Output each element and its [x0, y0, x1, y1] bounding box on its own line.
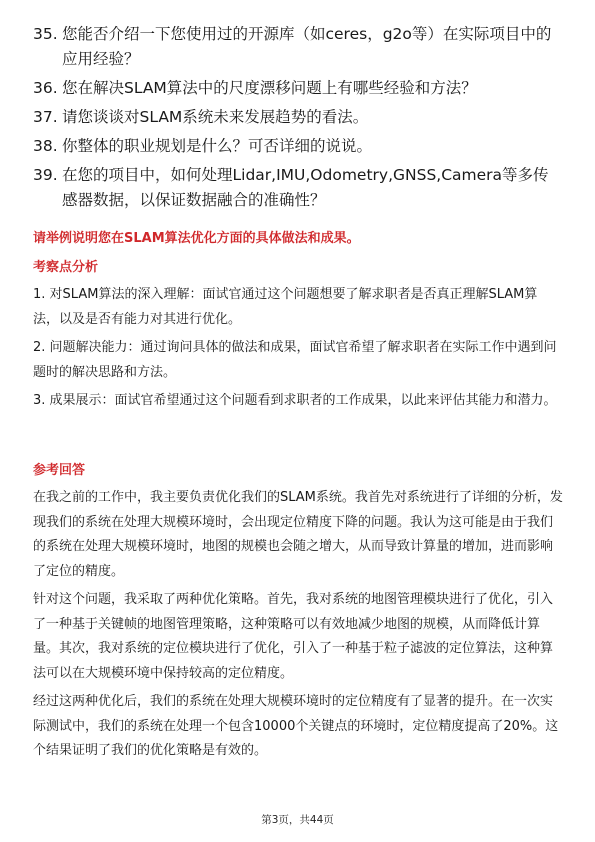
- question-text: 在您的项目中，如何处理Lidar,IMU,Odometry,GNSS,Camera等多传感器数据，以保证数据融合的准确性？: [62, 166, 549, 209]
- question-text: 你整体的职业规划是什么？可否详细的说说。: [62, 137, 373, 155]
- analysis-heading: 考察点分析: [33, 260, 99, 275]
- question-text: 请您谈谈对SLAM系统未来发展趋势的看法。: [62, 108, 369, 126]
- analysis-item: 1. 对SLAM算法的深入理解：面试官通过这个问题想要了解求职者是否真正理解SLAM算法，以及是否有能力对其进行优化。: [33, 287, 538, 327]
- answer-paragraph: 针对这个问题，我采取了两种优化策略。首先，我对系统的地图管理模块进行了优化，引入了一种基于关键帧的地图管理策略，这种策略可以有效地减少地图的规模，从而降低计算量。其次，我对系统的定位模块进行了优化，引入了一种基于粒子滤波的定位算法，这种算法可以在大规模环境中保持较高的定位精度。: [33, 592, 554, 681]
- question-item: [33, 134, 563, 159]
- question-title: 请举例说明您在SLAM算法优化方面的具体做法和成果。: [33, 231, 360, 246]
- analysis-list: [33, 283, 563, 418]
- question-number: 35.: [33, 25, 58, 43]
- question-list: [33, 22, 563, 217]
- question-text: 您能否介绍一下您使用过的开源库（如ceres，g2o等）在实际项目中的应用经验？: [62, 25, 552, 68]
- question-item: [33, 76, 563, 101]
- question-item: [33, 163, 563, 213]
- question-item: [33, 22, 563, 72]
- page-footer: 第3页，共44页: [261, 814, 334, 826]
- question-text: 您在解决SLAM算法中的尺度漂移问题上有哪些经验和方法？: [62, 79, 477, 97]
- question-number: 39.: [33, 166, 58, 184]
- answer-heading: 参考回答: [33, 463, 86, 478]
- answer-paragraph: 经过这两种优化后，我们的系统在处理大规模环境时的定位精度有了显著的提升。在一次实际测试中，我们的系统在处理一个包含10000个关键点的环境时，定位精度提高了20%。这个结果证明了我们的优化策略是有效的。: [33, 694, 559, 758]
- answer-paragraph: 在我之前的工作中，我主要负责优化我们的SLAM系统。我首先对系统进行了详细的分析，发现我们的系统在处理大规模环境时，会出现定位精度下降的问题。我认为这可能是由于我们的系统在处理大规模环境时，地图的规模也会随之增大，从而导致计算量的增加，进而影响了定位的精度。: [33, 490, 563, 579]
- analysis-item: 2. 问题解决能力：通过询问具体的做法和成果，面试官希望了解求职者在实际工作中遇到问题时的解决思路和方法。: [33, 340, 557, 380]
- analysis-item: 3. 成果展示：面试官希望通过这个问题看到求职者的工作成果，以此来评估其能力和潜力。: [33, 393, 557, 408]
- question-number: 36.: [33, 79, 58, 97]
- question-item: [33, 105, 563, 130]
- question-number: 37.: [33, 108, 58, 126]
- question-number: 38.: [33, 137, 58, 155]
- answer-body: [33, 486, 563, 768]
